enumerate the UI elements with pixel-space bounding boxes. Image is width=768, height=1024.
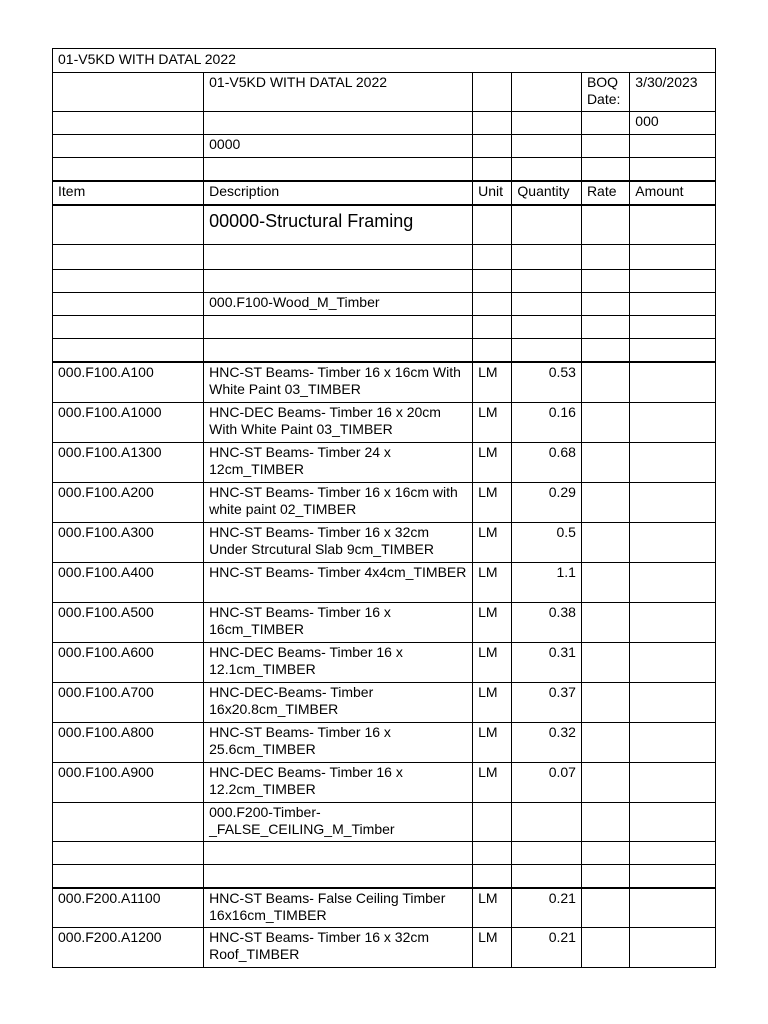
item-quantity: 0.32 [512,722,582,762]
table-row [53,722,716,762]
header-quantity: Quantity [512,181,582,205]
item-quantity: 0.53 [512,362,582,402]
empty-cell [473,135,512,158]
empty-cell [473,205,512,245]
document-title: 01-V5KD WITH DATAL 2022 [53,49,716,73]
table-row [53,888,716,928]
table-row [53,642,716,682]
empty-cell [581,841,629,864]
empty-cell [53,245,204,270]
item-code: 000.F100.A400 [53,562,204,602]
group-title: 000.F200-Timber-_FALSE_CEILING_M_Timber [204,802,473,841]
group-row [53,293,716,316]
empty-cell [53,864,204,888]
boq-date-label: BOQ Date: [581,73,629,112]
item-code: 000.F100.A200 [53,482,204,522]
item-unit: LM [473,522,512,562]
empty-cell [473,316,512,339]
item-rate [581,522,629,562]
spacer-row [53,339,716,363]
empty-cell [512,112,582,135]
table-row [53,362,716,402]
item-unit: LM [473,442,512,482]
empty-cell [512,158,582,182]
empty-cell [473,339,512,363]
item-amount [630,602,716,642]
empty-cell [53,73,204,112]
item-code: 000.F200.A1100 [53,888,204,928]
empty-cell [53,802,204,841]
item-quantity: 0.68 [512,442,582,482]
item-quantity: 0.29 [512,482,582,522]
empty-cell [473,841,512,864]
item-unit: LM [473,642,512,682]
empty-cell [581,158,629,182]
item-rate [581,402,629,442]
header-description: Description [204,181,473,205]
item-description: HNC-DEC-Beams- Timber 16x20.8cm_TIMBER [204,682,473,722]
item-code: 000.F100.A500 [53,602,204,642]
empty-cell [581,339,629,363]
item-quantity: 0.38 [512,602,582,642]
empty-cell [473,112,512,135]
empty-cell [473,158,512,182]
table-row [53,682,716,722]
item-unit: LM [473,888,512,928]
item-description: HNC-ST Beams- Timber 16 x 16cm with white paint 02_TIMBER [204,482,473,522]
item-description: HNC-ST Beams- Timber 24 x 12cm_TIMBER [204,442,473,482]
empty-cell [204,841,473,864]
empty-cell [53,205,204,245]
empty-cell [204,112,473,135]
item-quantity: 0.31 [512,642,582,682]
item-quantity: 0.21 [512,888,582,928]
empty-cell [53,316,204,339]
item-code: 000.F100.A1300 [53,442,204,482]
item-rate [581,722,629,762]
item-rate [581,642,629,682]
item-code: 000.F100.A900 [53,762,204,802]
project-name: 01-V5KD WITH DATAL 2022 [204,73,473,112]
item-description: HNC-ST Beams- Timber 16 x 32cm Under Strcutural Slab 9cm_TIMBER [204,522,473,562]
empty-cell [512,339,582,363]
item-unit: LM [473,762,512,802]
empty-cell [581,245,629,270]
item-quantity: 1.1 [512,562,582,602]
empty-cell [473,245,512,270]
item-rate [581,928,629,968]
item-description: HNC-ST Beams- Timber 16 x 32cm Roof_TIMBER [204,928,473,968]
spacer-row [53,864,716,888]
item-quantity: 0.5 [512,522,582,562]
table-row [53,522,716,562]
item-code: 000.F100.A800 [53,722,204,762]
table-row [53,482,716,522]
empty-cell [630,158,716,182]
empty-cell [581,112,629,135]
group-row [53,802,716,841]
item-quantity: 0.16 [512,402,582,442]
item-rate [581,442,629,482]
item-amount [630,928,716,968]
table-row [53,402,716,442]
empty-cell [630,293,716,316]
spacer-row [53,841,716,864]
empty-cell [204,339,473,363]
empty-cell [512,293,582,316]
empty-cell [53,841,204,864]
column-header-row [53,181,716,205]
item-description: HNC-ST Beams- False Ceiling Timber 16x16cm_TIMBER [204,888,473,928]
item-unit: LM [473,362,512,402]
item-amount [630,482,716,522]
empty-cell [53,270,204,293]
item-amount [630,682,716,722]
item-amount [630,888,716,928]
empty-cell [630,135,716,158]
table-row [53,928,716,968]
empty-cell [204,158,473,182]
item-description: HNC-ST Beams- Timber 16 x 16cm With White Paint 03_TIMBER [204,362,473,402]
item-rate [581,888,629,928]
item-description: HNC-DEC Beams- Timber 16 x 12.2cm_TIMBER [204,762,473,802]
item-amount [630,402,716,442]
empty-cell [581,293,629,316]
empty-cell [512,73,582,112]
item-amount [630,762,716,802]
header-item: Item [53,181,204,205]
title-row [53,49,716,73]
empty-cell [581,316,629,339]
empty-cell [581,802,629,841]
item-unit: LM [473,682,512,722]
item-amount [630,722,716,762]
table-row [53,442,716,482]
empty-cell [53,135,204,158]
spacer-row [53,245,716,270]
boq-date: 3/30/2023 [630,73,716,112]
empty-cell [630,245,716,270]
empty-cell [630,205,716,245]
boq-sheet [52,48,716,968]
item-description: HNC-ST Beams- Timber 16 x 25.6cm_TIMBER [204,722,473,762]
item-unit: LM [473,482,512,522]
item-code: 000.F100.A700 [53,682,204,722]
empty-cell [630,864,716,888]
item-quantity: 0.21 [512,928,582,968]
item-amount [630,522,716,562]
table-row [53,602,716,642]
boq-table [52,48,716,968]
item-rate [581,362,629,402]
empty-cell [512,270,582,293]
item-description: HNC-DEC Beams- Timber 16 x 12.1cm_TIMBER [204,642,473,682]
empty-cell [53,339,204,363]
item-description: HNC-DEC Beams- Timber 16 x 20cm With White Paint 03_TIMBER [204,402,473,442]
item-rate [581,482,629,522]
header-rate: Rate [581,181,629,205]
empty-cell [473,802,512,841]
table-row [53,762,716,802]
item-rate [581,762,629,802]
empty-cell [204,864,473,888]
item-code: 000.F200.A1200 [53,928,204,968]
item-quantity: 0.07 [512,762,582,802]
empty-cell [53,293,204,316]
item-rate [581,562,629,602]
item-amount [630,362,716,402]
empty-cell [630,270,716,293]
empty-cell [204,316,473,339]
item-description: HNC-ST Beams- Timber 16 x 16cm_TIMBER [204,602,473,642]
empty-cell [581,135,629,158]
empty-cell [512,864,582,888]
empty-cell [630,841,716,864]
empty-cell [630,339,716,363]
empty-cell [512,841,582,864]
spacer-row [53,158,716,182]
item-amount [630,562,716,602]
empty-cell [581,864,629,888]
item-unit: LM [473,722,512,762]
empty-cell [473,270,512,293]
empty-cell [630,802,716,841]
ref-code: 000 [630,112,716,135]
item-code: 000.F100.A100 [53,362,204,402]
spacer-row [53,316,716,339]
empty-cell [581,205,629,245]
project-row [53,73,716,112]
spacer-row [53,270,716,293]
empty-cell [53,158,204,182]
item-unit: LM [473,928,512,968]
item-quantity: 0.37 [512,682,582,722]
empty-cell [53,112,204,135]
item-amount [630,642,716,682]
section-title: 00000-Structural Framing [204,205,473,245]
item-unit: LM [473,602,512,642]
empty-cell [204,270,473,293]
empty-cell [512,135,582,158]
ref-row [53,112,716,135]
item-rate [581,602,629,642]
empty-cell [473,293,512,316]
group-title: 000.F100-Wood_M_Timber [204,293,473,316]
item-rate [581,682,629,722]
header-unit: Unit [473,181,512,205]
item-amount [630,442,716,482]
section-row [53,205,716,245]
item-description: HNC-ST Beams- Timber 4x4cm_TIMBER [204,562,473,602]
table-row [53,562,716,602]
empty-cell [581,270,629,293]
item-unit: LM [473,402,512,442]
empty-cell [473,864,512,888]
empty-cell [512,802,582,841]
code-row [53,135,716,158]
empty-cell [512,316,582,339]
project-code: 0000 [204,135,473,158]
empty-cell [512,245,582,270]
item-code: 000.F100.A300 [53,522,204,562]
item-unit: LM [473,562,512,602]
empty-cell [204,245,473,270]
header-amount: Amount [630,181,716,205]
empty-cell [473,73,512,112]
item-code: 000.F100.A1000 [53,402,204,442]
empty-cell [512,205,582,245]
empty-cell [630,316,716,339]
item-code: 000.F100.A600 [53,642,204,682]
